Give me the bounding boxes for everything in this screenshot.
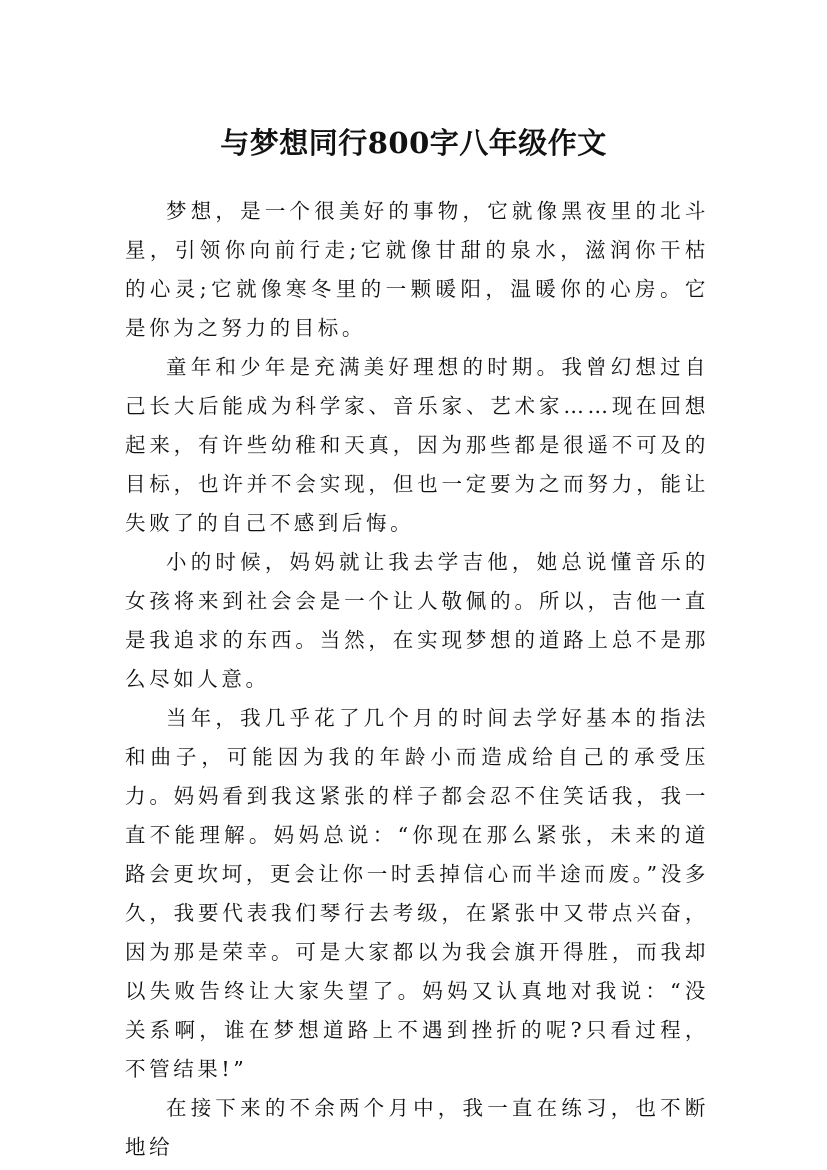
paragraph: 在接下来的不余两个月中，我一直在练习，也不断地给 xyxy=(125,1096,709,1159)
paragraph: 小的时候，妈妈就让我去学吉他，她总说懂音乐的女孩将来到社会会是一个让人敬佩的。所以，吉他一直是我追求的东西。当然，在实现梦想的道路上总不是那么尽如人意。 xyxy=(125,550,709,691)
document-title: 与梦想同行800字八年级作文 xyxy=(220,126,607,161)
paragraph: 当年，我几乎花了几个月的时间去学好基本的指法和曲子，可能因为我的年龄小而造成给自己的承受压力。妈妈看到我这紧张的样子都会忍不住笑话我，我一直不能理解。妈妈总说：“你现在那么紧张，未来的道路会更坎坷，更会让你一时丢掉信心而半途而废。”没多久，我要代表我们琴行去考级，在紧张中又带点兴奋，因为那是荣幸。可是大家都以为我会旗开得胜，而我却以失败告终让大家失望了。妈妈又认真地对我说：“没关系啊，谁在梦想道路上不遇到挫折的呢?只看过程，不管结果!” xyxy=(125,706,709,1081)
paragraph: 童年和少年是充满美好理想的时期。我曾幻想过自己长大后能成为科学家、音乐家、艺术家……现在回想起来，有许些幼稚和天真，因为那些都是很遥不可及的目标，也许并不会实现，但也一定要为之而努力，能让失败了的自己不感到后悔。 xyxy=(125,355,709,535)
document-body xyxy=(125,192,709,1167)
paragraph: 梦想，是一个很美好的事物，它就像黑夜里的北斗星，引领你向前行走;它就像甘甜的泉水，滋润你干枯的心灵;它就像寒冬里的一颗暖阳，温暖你的心房。它是你为之努力的目标。 xyxy=(125,199,709,340)
